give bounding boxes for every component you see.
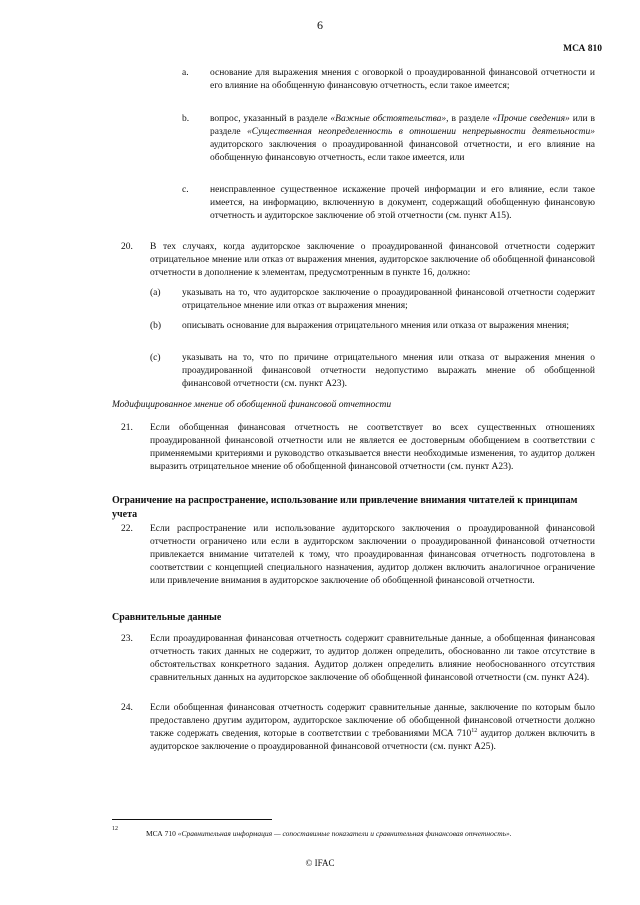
standard-code: МСА 810 bbox=[563, 44, 602, 54]
para-20-a-text: указывать на то, что аудиторское заключение о проаудированной финансовой отчетности содержит отрицательное мнение или отказ от выражения мнения; bbox=[182, 288, 595, 311]
item-c-text: неисправленное существенное искажение прочей информации и его влияние, если такое имеется, на информацию, включенную в документ, содержащий обобщенную финансовую отчетность и аудиторское заключение об этой отчетности (см. пункт A15). bbox=[210, 185, 595, 221]
item-c-label: c. bbox=[182, 185, 189, 195]
para-20-c-text: указывать на то, что по причине отрицательного мнения или отказа от выражения мнения о проаудированной финансовой отчетности недопустимо выражать мнение об обобщенной финансовой отчетности (см. пункт A23). bbox=[182, 353, 595, 389]
copyright-footer: © IFAC bbox=[305, 858, 335, 868]
section-modified-heading: Модифицированное мнение об обобщенной финансовой отчетности bbox=[112, 400, 392, 410]
footnote-divider bbox=[112, 819, 272, 820]
para-21-number: 21. bbox=[121, 423, 133, 433]
item-b-text: вопрос, указанный в разделе «Важные обстоятельства», в разделе «Прочие сведения» или в разделе «Существенная неопределенность в отношении непрерывности деятельности» аудиторского заключения о проаудированной финансовой отчетности, и его влияние на обобщенную финансовую отчетность, если такое имеется, или bbox=[210, 114, 596, 163]
para-20-number: 20. bbox=[121, 242, 133, 252]
para-23-text: Если проаудированная финансовая отчетность содержит сравнительные данные, а обобщенная финансовая отчетность таких данных не содержит, то аудитор должен определить, обоснованно ли такое отсутствие в обстоятельствах конкретного задания. Аудитор должен определить влияние необоснованного отсутствия сравнительных данных на аудиторское заключение об обобщенной финансовой отчетности (см. пункт A24). bbox=[150, 634, 595, 683]
footnote-text: МСА 710 «Сравнительная информация — сопоставимые показатели и сравнительная финансовая отчетность». bbox=[146, 829, 512, 838]
para-20-c-label: (c) bbox=[150, 353, 161, 363]
para-24-number: 24. bbox=[121, 703, 133, 713]
para-20-b-text: описывать основание для выражения отрицательного мнения или отказа от выражения мнения; bbox=[182, 321, 570, 331]
para-24-text: Если обобщенная финансовая отчетность содержит сравнительные данные, заключение по которым было предоставлено другим аудитором, аудиторское заключение об обобщенной финансовой отчетности должно также содержать сведения, которые в соответствии с требованиями МСА $710^{12}$ аудитор должен включить в аудиторское заключение о проаудированной финансовой отчетности (см. пункт A25). bbox=[150, 703, 595, 752]
para-20-text: В тех случаях, когда аудиторское заключение о проаудированной финансовой отчетности содержит отрицательное мнение или отказ от выражения мнения, аудиторское заключение об обобщенной финансовой отчетности в дополнение к элементам, предусмотренным в пункте 16, должно: bbox=[150, 242, 595, 278]
para-21-text: Если обобщенная финансовая отчетность не соответствует во всех существенных отношениях проаудированной финансовой отчетности или не является ее достоверным обобщением в соответствии с применяемыми критериями и руководство отказывается внести необходимые изменения, то аудитор должен выразить отрицательное мнение об обобщенной финансовой отчетности (см. пункт A23). bbox=[150, 423, 595, 472]
para-20-b-label: (b) bbox=[150, 321, 162, 331]
section-comparative-heading: Сравнительные данные bbox=[112, 612, 222, 623]
item-b-label: b. bbox=[182, 114, 190, 124]
para-20-a-label: (a) bbox=[150, 288, 161, 298]
item-a-label: a. bbox=[182, 68, 189, 78]
para-22-number: 22. bbox=[121, 524, 133, 534]
para-22-text: Если распространение или использование аудиторского заключения о проаудированной финансовой отчетности ограничено или если в аудиторском заключении о проаудированной финансовой отчетности привлекается внимание читателей к тому, что проаудированная финансовая отчетность подготовлена в соответствии с концепцией специального назначения, аудитор должен включить аналогичное ограничение или привлечение внимания в аудиторское заключение об обобщенной финансовой отчетности. bbox=[150, 524, 595, 586]
para-23-number: 23. bbox=[121, 634, 133, 644]
section-restriction-heading: Ограничение на распространение, использование или привлечение внимания читателей к принципам учета bbox=[112, 495, 578, 520]
item-a-text: основание для выражения мнения с оговоркой о проаудированной финансовой отчетности и его влияние на обобщенную финансовую отчетность, если такое имеется; bbox=[210, 68, 595, 91]
page-number: 6 bbox=[317, 18, 323, 32]
footnote-number: 12 bbox=[112, 826, 118, 832]
footnote-reference[interactable]: 12 bbox=[471, 727, 478, 734]
